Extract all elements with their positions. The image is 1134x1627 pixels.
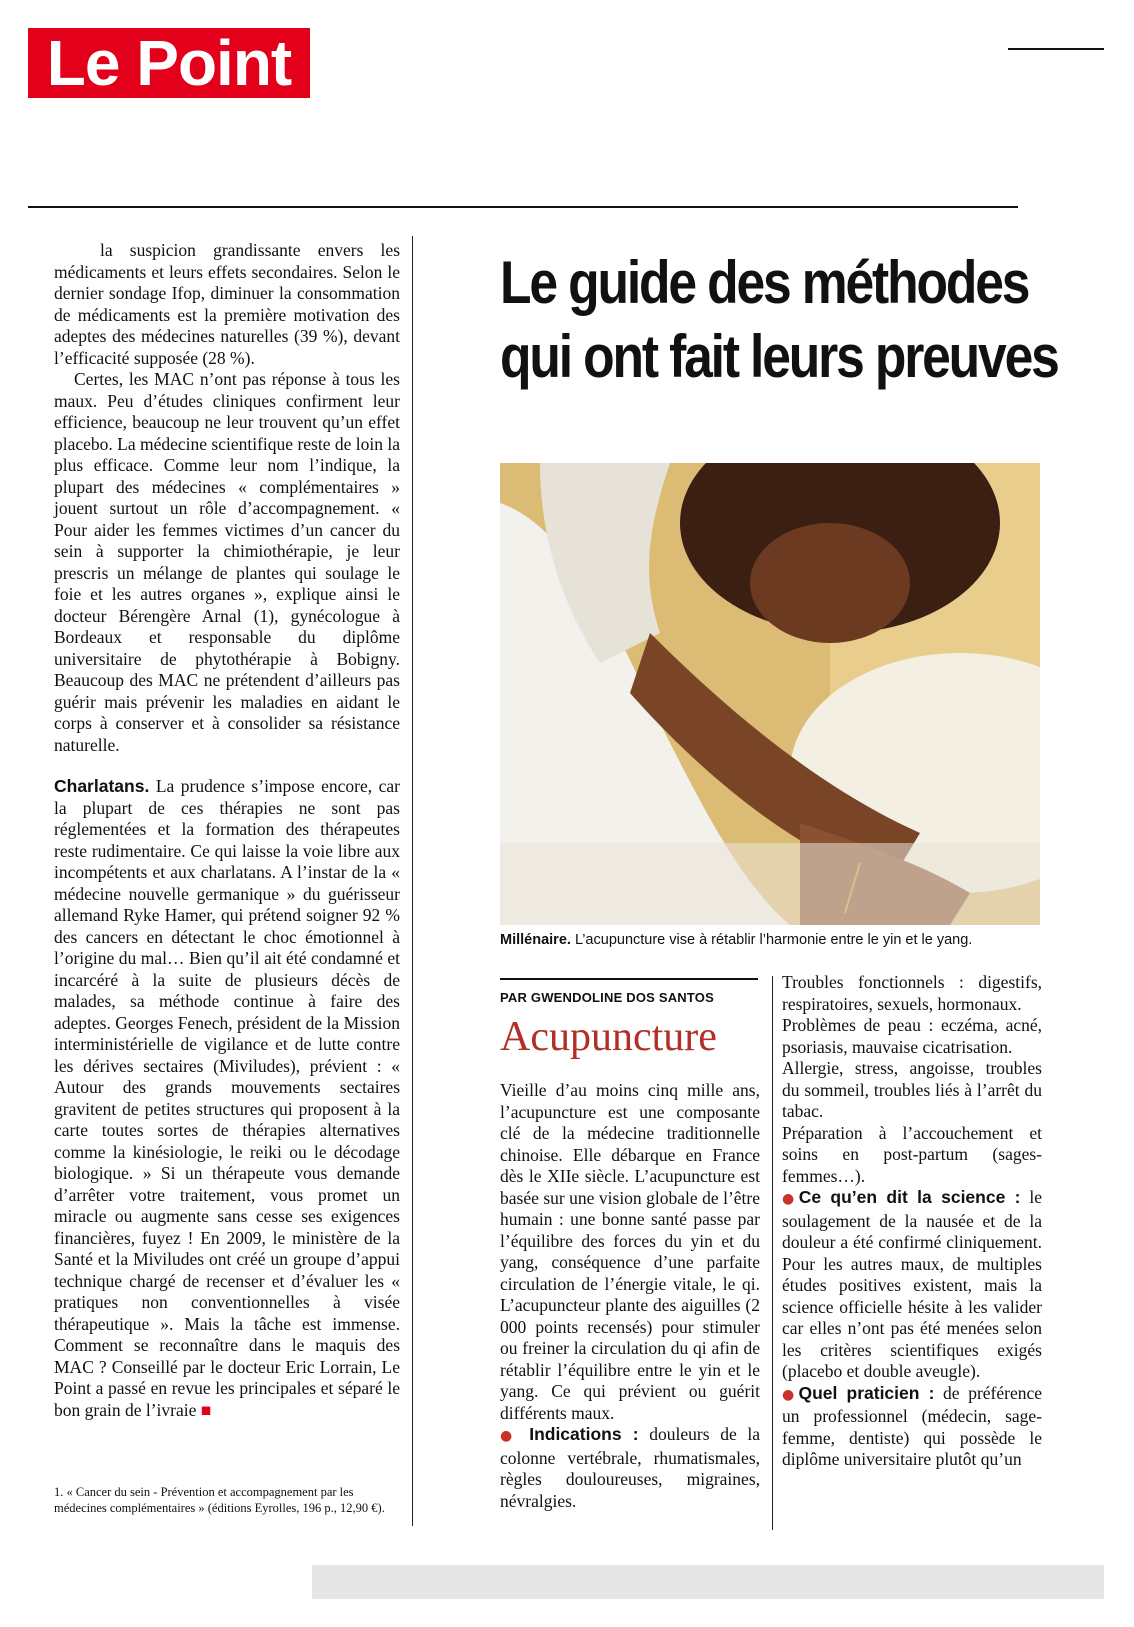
charlatans-lead: Charlatans. — [54, 776, 150, 796]
left-article-column — [54, 240, 400, 1421]
acupuncture-column-right — [782, 972, 1042, 1471]
header-rule — [28, 206, 1018, 208]
science-label: Ce qu’en dit la science : — [798, 1187, 1021, 1207]
section-title: Acupuncture — [500, 1014, 717, 1060]
bottom-gray-bar — [312, 1565, 1104, 1599]
article-headline — [500, 246, 1058, 394]
acupuncture-photo — [500, 463, 1040, 925]
column-divider-left — [412, 236, 413, 1526]
le-point-logo: Le Point — [28, 28, 310, 98]
right-line-2: Problèmes de peau : eczéma, acné, psoriasis, mauvaise cicatrisation. — [782, 1015, 1042, 1057]
indications-paragraph — [500, 1424, 760, 1512]
bullet-icon: ● — [500, 1428, 519, 1444]
practitioner-label: Quel praticien : — [798, 1382, 935, 1403]
caption-lead: Millénaire. — [500, 932, 571, 948]
left-paragraph-2: Certes, les MAC n’ont pas réponse à tous les maux. Peu d’études cliniques confirment leur efficience, beaucoup ne leur trouvent qu’un effet placebo. La médecine scientifique reste de loin la plus efficace. Comme leur nom l’indique, la plupart des médecines « complémentaires » jouent surtout un rôle d’accompagnement. « Pour aider les femmes victimes d’un cancer du sein à supporter la chimiothérapie, je leur prescris un mélange de plantes qui soulage le foie et les autres organes », explique ainsi le docteur Bérengère Arnal (1), gynécologue à Bordeaux et responsable du diplôme universitaire de phytothérapie à Bobigny. Beaucoup des MAC ne prétendent d’ailleurs pas guérir mais prévenir les maladies en aidant le corps à conserver et à consolider sa résistance naturelle. — [54, 369, 400, 755]
charlatans-text: La prudence s’impose encore, car la plupart de ces thérapies ne sont pas réglementées et la formation des thérapeutes reste rudimentaire. Ce qui laisse la voie libre aux incompétents et aux charlatans. A l’instar de la « médecine nouvelle germanique » du guérisseur allemand Ryke Hamer, qui prétend soigner 92 % des cancers en détectant le choc émotionnel à l’origine du mal… Bien qu’il ait été condamné et incarcéré à la suite de plusieurs décès de malades, sa méthode continue à faire des adeptes. Georges Fenech, président de la Mission interministérielle de vigilance et de lutte contre les dérives sectaires (Miviludes), prévient : « Autour des grands mouvements sectaires gravitent de petites structures qui proposent à la carte toutes sortes de thérapies alternatives comme la kinésiologie, le reiki ou le décodage biologique. » Si un thérapeute vous demande d’arrêter votre traitement, vous promet un miracle ou augmente sans cesse ses exigences financières, fuyez ! En 2009, le ministère de la Santé et la Miviludes ont créé un groupe d’appui technique chargé de recenser et d’évaluer les « pratiques non conventionnelles à visée thérapeutique ». Mais la tâche est immense. Comment se reconnaître dans le maquis des MAC ? Conseillé par le docteur Eric Lorrain, Le Point a passé en revue les principales et séparé le bon grain de l’ivraie — [54, 776, 400, 1420]
photo-caption — [500, 932, 1060, 948]
practitioner-paragraph — [782, 1383, 1042, 1471]
science-paragraph — [782, 1187, 1042, 1383]
byline: PAR GWENDOLINE DOS SANTOS — [500, 990, 714, 1005]
practitioner-text: de préférence un professionnel (médecin, sage-femme, dentiste) qui possède le diplôme universitaire plutôt qu’un — [782, 1382, 1043, 1469]
bullet-icon: ● — [782, 1386, 799, 1403]
right-line-1: Troubles fonctionnels : digestifs, respiratoires, sexuels, hormonaux. — [782, 972, 1042, 1014]
bullet-icon: ● — [782, 1191, 799, 1207]
indications-text: douleurs de la colonne vertébrale, rhumatismales, règles douloureuses, migraines, névralgies. — [500, 1424, 761, 1511]
top-right-rule — [1008, 48, 1104, 50]
caption-text: L’acupuncture vise à rétablir l’harmonie entre le yin et le yang. — [570, 932, 973, 948]
left-paragraph-1: la suspicion grandissante envers les médicaments et leurs effets secondaires. Selon le dernier sondage Ifop, diminuer la consommation de médicaments est la première motivation des adeptes des médecines naturelles (39 %), devant l’efficacité supposée (28 %). — [54, 240, 400, 368]
charlatans-paragraph — [54, 776, 400, 1421]
column-divider-middle — [772, 976, 773, 1530]
end-mark-icon: ■ — [200, 1399, 212, 1420]
indications-label: Indications : — [529, 1424, 639, 1444]
footnote: 1. « Cancer du sein - Prévention et accompagnement par les médecines complémentaires » (éditions Eyrolles, 196 p., 12,90 €). — [54, 1485, 385, 1515]
acupuncture-intro: Vieille d’au moins cinq mille ans, l’acupuncture est une composante clé de la médecine traditionnelle chinoise. Elle débarque en France dès le XIIe siècle. L’acupuncture est basée sur une vision globale de l’être humain : une bonne santé passe par l’équilibre des forces du yin et du yang, conséquence d’une parfaite circulation de l’énergie vitale, le qi. L’acupuncteur plante des aiguilles (2 000 points recensés) pour stimuler ou freiner la circulation du qi afin de rétablir l’équilibre entre le yin et le yang. Ce qui prévient ou guérit différents maux. — [500, 1080, 760, 1423]
byline-rule — [500, 978, 758, 980]
right-line-3: Allergie, stress, angoisse, troubles du sommeil, troubles liés à l’arrêt du tabac. — [782, 1058, 1042, 1121]
acupuncture-photo-illustration — [500, 463, 1040, 925]
headline-line-1: Le guide des méthodes — [500, 249, 1029, 316]
headline-line-2: qui ont fait leurs preuves — [500, 323, 1058, 390]
acupuncture-column-middle — [500, 1080, 760, 1512]
right-line-4: Préparation à l’accouchement et soins en post-partum (sages-femmes…). — [782, 1122, 1042, 1186]
science-text: le soulagement de la nausée et de la douleur a été confirmé cliniquement. Pour les autres maux, de multiples études positives existent, mais la science officielle hésite à les valider car elles n’ont pas été menées selon les critères scientifiques exigés (placebo et double aveugle). — [782, 1187, 1042, 1381]
